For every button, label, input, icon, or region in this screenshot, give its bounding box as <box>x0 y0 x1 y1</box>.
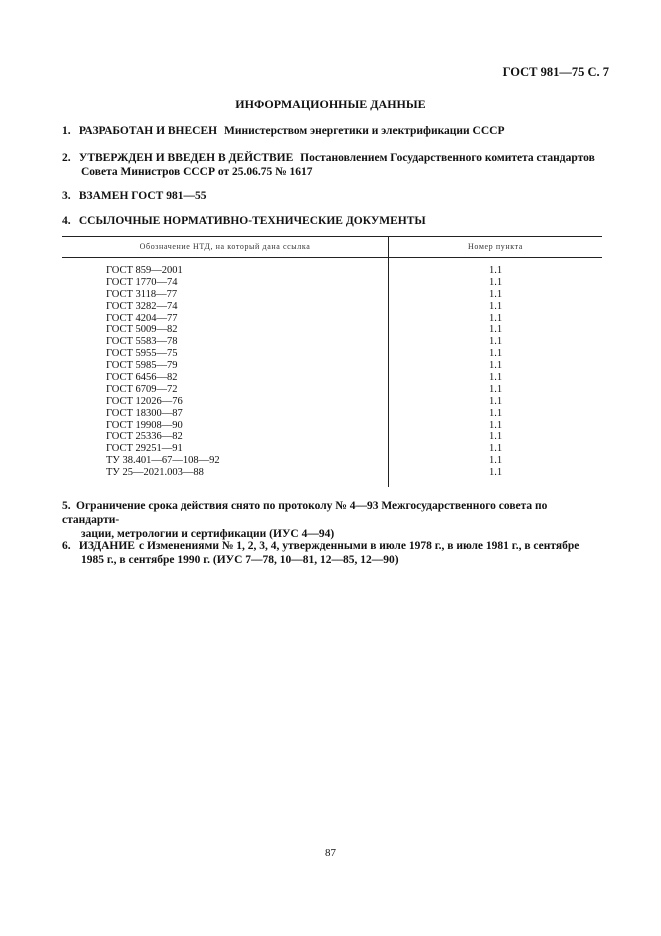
table-row-designation: ГОСТ 18300—87 <box>106 407 183 419</box>
item-4 <box>62 214 607 228</box>
page-title: ИНФОРМАЦИОННЫЕ ДАННЫЕ <box>235 97 426 111</box>
item-number: 5. <box>62 500 71 512</box>
table-row-clause: 1.1 <box>488 407 503 419</box>
item-text-line2: 1985 г., в сентябре 1990 г. (ИУС 7—78, 10—81, 12—85, 12—90) <box>81 554 399 566</box>
item-text: Постановлением Государственного комитета стандартов <box>300 152 595 164</box>
table-row-designation: ГОСТ 19908—90 <box>106 419 183 431</box>
item-number: 4. <box>62 215 71 227</box>
table-row-clause: 1.1 <box>488 324 503 336</box>
table-row-designation: ГОСТ 5985—79 <box>106 360 178 372</box>
table-row-designation: ГОСТ 6709—72 <box>106 383 178 395</box>
table-row-clause: 1.1 <box>488 265 503 276</box>
item-3 <box>62 189 607 203</box>
table-row-designation: ГОСТ 5583—78 <box>106 336 178 348</box>
table-row-designation: ГОСТ 29251—91 <box>106 443 183 455</box>
item-5 <box>62 499 607 541</box>
table-row-clause: 1.1 <box>488 336 503 348</box>
item-caps: РАЗРАБОТАН И ВНЕСЕН <box>78 125 218 137</box>
table-row-clause: 1.1 <box>488 312 503 324</box>
table-row-clause: 1.1 <box>488 431 503 443</box>
table-body <box>62 258 602 487</box>
item-text-line2: Совета Министров СССР от 25.06.75 № 1617 <box>81 166 313 178</box>
item-6 <box>62 539 607 567</box>
table-row-clause: 1.1 <box>488 288 503 300</box>
item-text: Министерством энергетики и электрификации СССР <box>223 125 505 137</box>
item-text: Ограничение срока действия снято по протоколу № 4—93 Межгосударственного совета по стандарти- <box>62 500 548 526</box>
table-row-clause: 1.1 <box>488 300 503 312</box>
table-row-clause: 1.1 <box>488 276 503 288</box>
column-header-designation: Обозначение НТД, на который дана ссылка <box>139 242 311 251</box>
column-header-clause: Номер пункта <box>388 237 602 257</box>
table-row-designation: ГОСТ 1770—74 <box>106 276 178 288</box>
table-row-designation: ГОСТ 6456—82 <box>106 372 178 384</box>
table-row-designation: ГОСТ 3282—74 <box>106 300 178 312</box>
table-row-clause: 1.1 <box>488 419 503 431</box>
table-header <box>62 236 602 258</box>
item-caps: ИЗДАНИЕ <box>78 540 135 552</box>
table-row-clause: 1.1 <box>488 372 503 384</box>
item-2 <box>62 151 607 179</box>
table-row-clause: 1.1 <box>488 455 503 467</box>
table-row-designation: ГОСТ 859—2001 <box>106 265 183 276</box>
item-number: 2. <box>62 152 71 164</box>
table-row-clause: 1.1 <box>488 348 503 360</box>
reference-table <box>62 236 602 487</box>
item-number: 1. <box>62 125 71 137</box>
item-number: 3. <box>62 190 71 202</box>
table-row-designation: ГОСТ 12026—76 <box>106 395 183 407</box>
item-caps: ВЗАМЕН ГОСТ 981—55 <box>78 190 207 202</box>
table-row-designation: ГОСТ 4204—77 <box>106 312 178 324</box>
item-text: с Изменениями № 1, 2, 3, 4, утвержденными в июле 1978 г., в июле 1981 г., в сентябре <box>138 540 580 552</box>
item-caps: УТВЕРЖДЕН И ВВЕДЕН В ДЕЙСТВИЕ <box>78 152 294 164</box>
table-row-clause: 1.1 <box>488 467 503 479</box>
item-caps: ССЫЛОЧНЫЕ НОРМАТИВНО-ТЕХНИЧЕСКИЕ ДОКУМЕНТЫ <box>78 215 426 227</box>
page-number: 87 <box>325 847 336 859</box>
table-row-designation: ГОСТ 5009—82 <box>106 324 178 336</box>
table-row-clause: 1.1 <box>488 443 503 455</box>
clause-column <box>388 258 602 487</box>
table-row-designation: ГОСТ 3118—77 <box>106 288 178 300</box>
table-row-designation: ГОСТ 5955—75 <box>106 348 178 360</box>
table-row-clause: 1.1 <box>488 360 503 372</box>
item-1 <box>62 124 607 138</box>
table-row-clause: 1.1 <box>488 383 503 395</box>
table-row-designation: ГОСТ 25336—82 <box>106 431 183 443</box>
table-row-clause: 1.1 <box>488 395 503 407</box>
designation-column <box>62 258 388 487</box>
document-code: ГОСТ 981—75 С. 7 <box>502 65 609 79</box>
table-row-designation: ТУ 38.401—67—108—92 <box>106 455 220 467</box>
table-row-designation: ТУ 25—2021.003—88 <box>106 467 204 479</box>
item-number: 6. <box>62 540 71 552</box>
item-text-line2: зации, метрологии и сертификации (ИУС 4—94) <box>81 528 335 540</box>
